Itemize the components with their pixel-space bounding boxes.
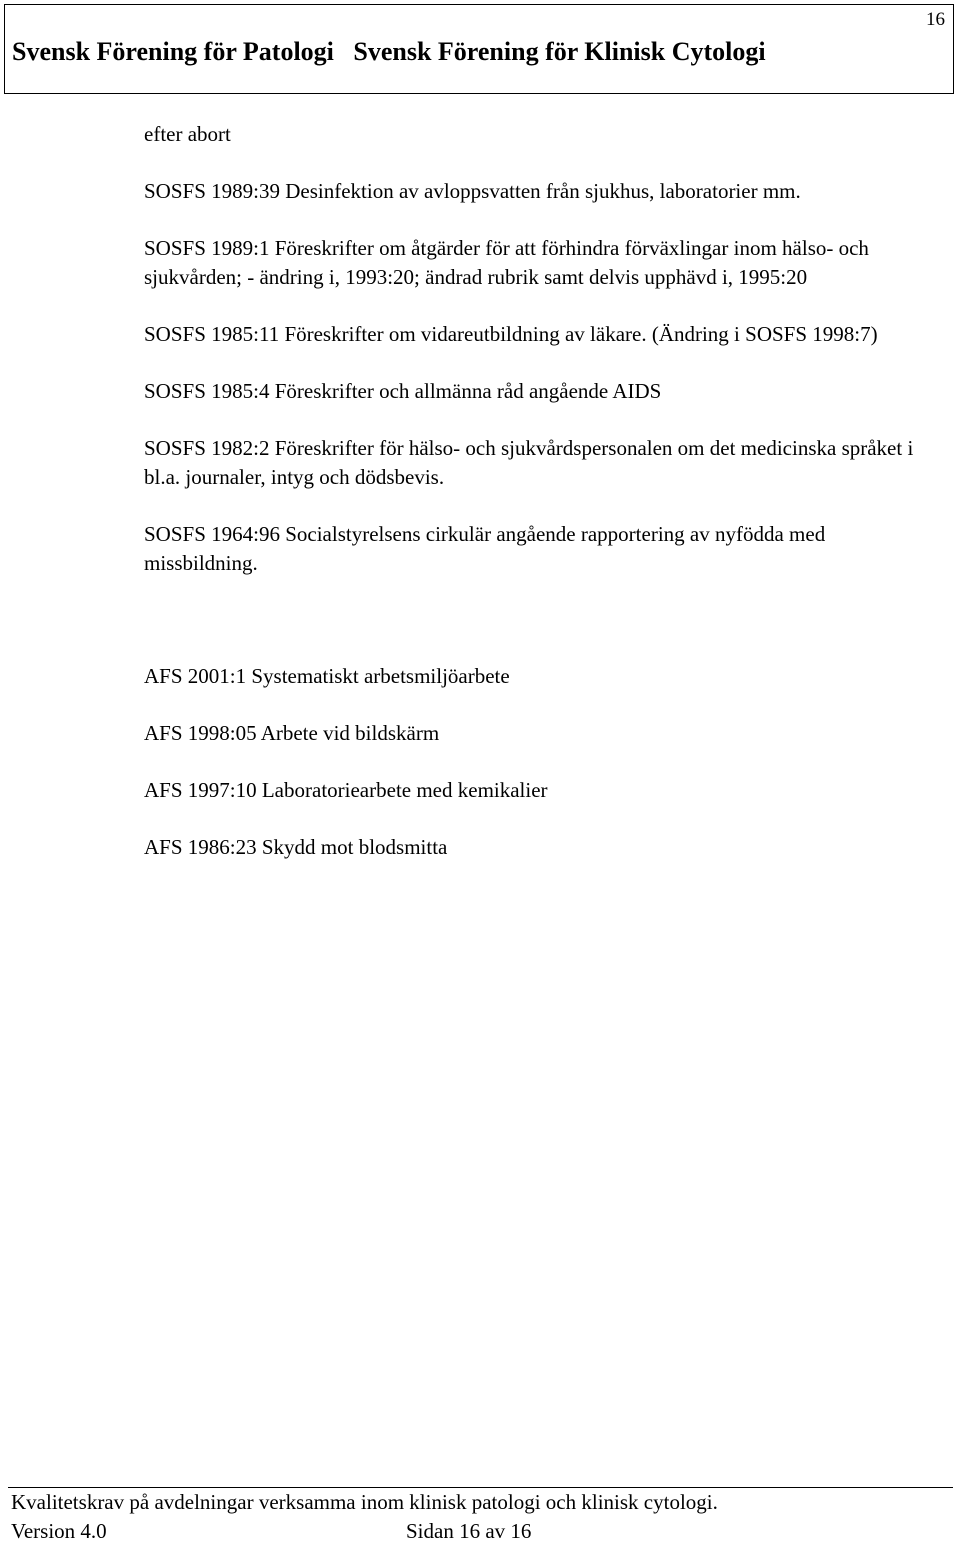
page-number: 16 xyxy=(926,9,945,30)
paragraph-sosfs-1982-2: SOSFS 1982:2 Föreskrifter för hälso- och sjukvårdspersonalen om det medicinska språket i bl.a. journaler, intyg och dödsbevis. xyxy=(144,436,914,489)
paragraph-afs-1986-23: AFS 1986:23 Skydd mot blodsmitta xyxy=(144,835,448,859)
paragraph-afs-1998-05: AFS 1998:05 Arbete vid bildskärm xyxy=(144,721,440,745)
paragraph-sosfs-1964-96: SOSFS 1964:96 Socialstyrelsens cirkulär angående rapportering av nyfödda med missbildning. xyxy=(144,522,826,575)
document-body xyxy=(144,120,934,890)
footer-pagination: Sidan 16 av 16 xyxy=(406,1519,532,1543)
footer-document-title: Kvalitetskrav på avdelningar verksamma inom klinisk patologi och klinisk cytologi. xyxy=(11,1490,718,1514)
paragraph-efter-abort: efter abort xyxy=(144,122,231,146)
footer-version: Version 4.0 xyxy=(11,1519,107,1543)
paragraph-afs-2001-1: AFS 2001:1 Systematiskt arbetsmiljöarbete xyxy=(144,664,510,688)
header-title: Svensk Förening för Patologi Svensk Förening för Klinisk Cytologi xyxy=(12,37,766,66)
footer-divider xyxy=(8,1487,953,1488)
paragraph-afs-1997-10: AFS 1997:10 Laboratoriearbete med kemikalier xyxy=(144,778,548,802)
paragraph-sosfs-1989-39: SOSFS 1989:39 Desinfektion av avloppsvatten från sjukhus, laboratorier mm. xyxy=(144,179,801,203)
paragraph-sosfs-1989-1: SOSFS 1989:1 Föreskrifter om åtgärder för att förhindra förväxlingar inom hälso- och sjukvården; - ändring i, 1993:20; ändrad rubrik samt delvis upphävd i, 1995:20 xyxy=(144,236,869,289)
paragraph-sosfs-1985-11: SOSFS 1985:11 Föreskrifter om vidareutbildning av läkare. (Ändring i SOSFS 1998:7) xyxy=(144,322,878,346)
page-header xyxy=(4,4,954,94)
paragraph-sosfs-1985-4: SOSFS 1985:4 Föreskrifter och allmänna råd angående AIDS xyxy=(144,379,662,403)
